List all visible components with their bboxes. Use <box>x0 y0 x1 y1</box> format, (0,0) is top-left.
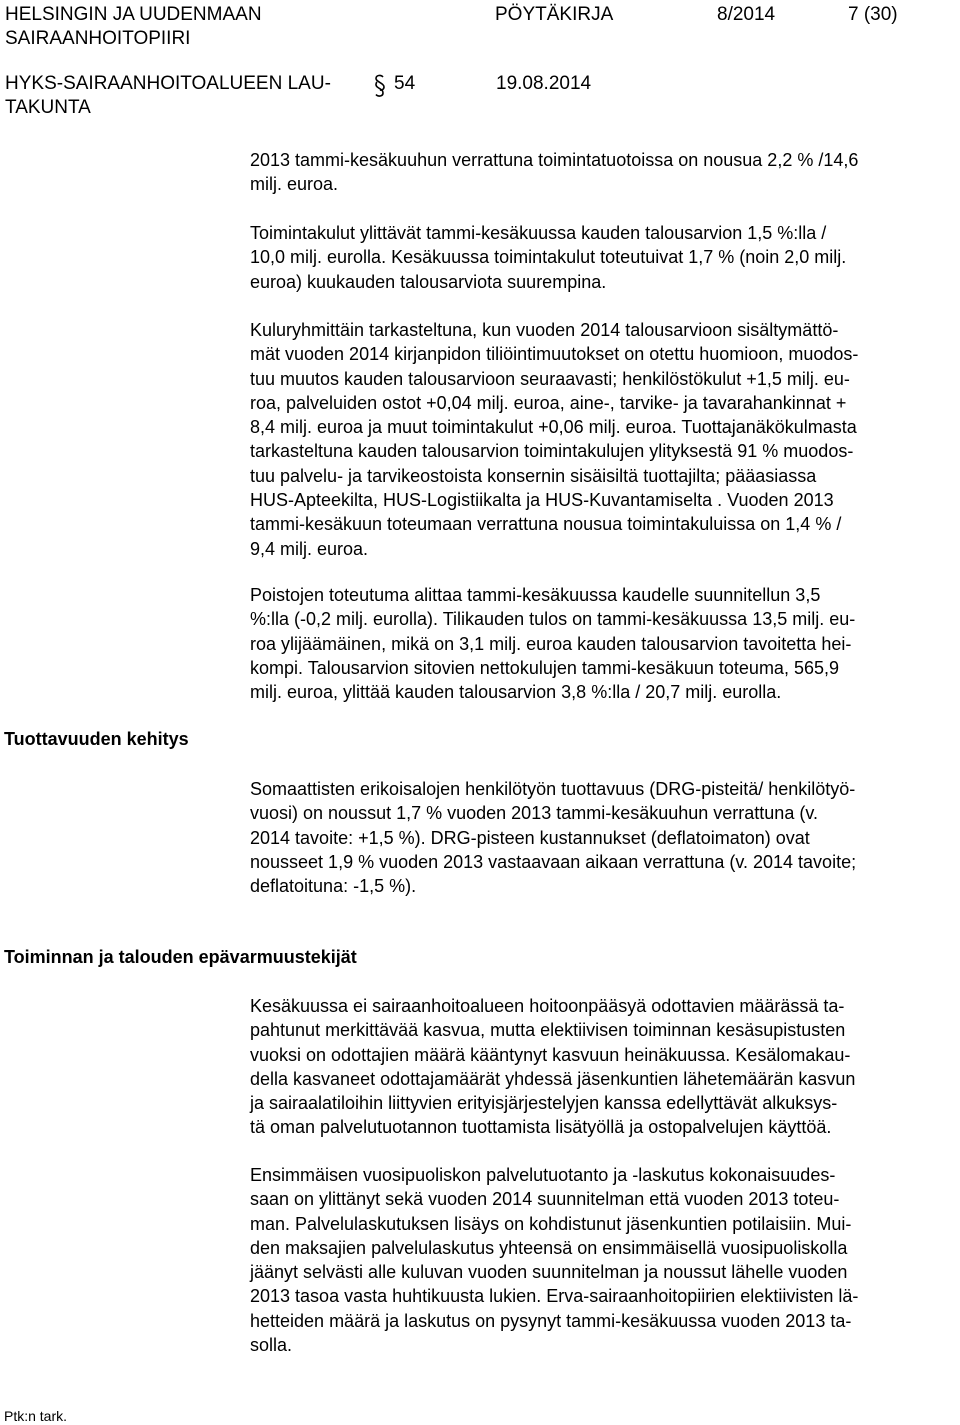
board-name-line2: TAKUNTA <box>5 97 91 118</box>
paragraph-productivity: Somaattisten erikoisalojen henkilötyön tuottavuus (DRG-pisteitä/ henkilötyö- vuosi) on noussut 1,7 % vuoden 2013 tammi-kesäkuuhun verrattuna (v. 2014 tavoite: +1,5 %). DRG-pisteen kustannukset (deflatoimaton) ovat nousseet 1,9 % vuoden 2013 vastaavaan aikaan verrattuna (v. 2014 tavoite; deflatoituna: -1,5 %). <box>250 779 857 897</box>
paragraph-cost-groups: Kuluryhmittäin tarkasteltuna, kun vuoden 2014 talousarvioon sisältymättö- mät vuoden 2014 kirjanpidon tiliöintimuutokset on otettu huomioon, muodos- tuu muutos kauden talousarvioon seuraavasti; henkilöstökulut +1,5 milj. eu- roa, palveluiden ostot +0,04 milj. euroa, aine-, tarvike- ja tavarahankinnat + 8,4 milj. euroa ja muut toimintakulut +0,06 milj. euroa. Tuottajanäkökulmasta tarkasteltuna kauden talousarvion toimintakulujen ylityksestä 91 % muodos- tuu palvelu- ja tarvikeostoista konsernin sisäisiltä tuottajilta; pääasiassa HUS-Apteekilta, HUS-Logistiikalta ja HUS-Kuvantamiselta . Vuoden 2013 tammi-kesäkuun toteumaan verrattuna nousua toimintakuluissa on 1,4 % / 9,4 milj. euroa. <box>250 320 859 559</box>
page-number: 7 (30) <box>848 4 898 25</box>
footer-initials-label: Ptk:n tark. <box>4 1408 68 1424</box>
paragraph-service-billing: Ensimmäisen vuosipuoliskon palvelutuotanto ja -laskutus kokonaisuudes- saan on ylittänyt sekä vuoden 2014 suunnitelman että vuoden 2013 toteu- man. Palvelulaskutuksen lisäys on kohdistunut jäsenkuntien potilaisiin. Mui- den maksajien palvelulaskutus yhteensä on ensimmäisellä vuosipuoliskolla jäänyt selvästi alle kuluvan vuoden suunnitelman ja noussut lähelle vuoden 2013 tasoa vasta huhtikuusta lukien. Erva-sairaanhoitopiirien elektiivisten lä- hetteiden määrä ja laskutus on pysynyt tammi-kesäkuussa vuoden 2013 ta- solla. <box>250 1165 859 1356</box>
board-name-line1: HYKS-SAIRAANHOITOALUEEN LAU- <box>5 73 331 94</box>
section-heading-uncertainty: Toiminnan ja talouden epävarmuustekijät <box>4 947 357 967</box>
paragraph-depreciation-result: Poistojen toteutuma alittaa tammi-kesäkuussa kaudelle suunnitellun 3,5 %:lla (-0,2 milj. eurolla). Tilikauden tulos on tammi-kesäkuussa 13,5 milj. eu- roa ylijäämäinen, mikä on 3,1 milj. euroa kauden talousarvion tavoitetta hei- kompi. Talousarvion sitovien nettokulujen tammi-kesäkuun toteuma, 565,9 milj. euroa, ylittää kauden talousarvion 3,8 %:lla / 20,7 milj. eurolla. <box>250 585 856 703</box>
organization-name-line2: SAIRAANHOITOPIIRI <box>5 28 191 49</box>
paragraph-revenue: 2013 tammi-kesäkuuhun verrattuna toimintatuotoissa on nousua 2,2 % /14,6 milj. euroa. <box>250 150 859 195</box>
document-number: 8/2014 <box>717 4 776 25</box>
section-heading-productivity: Tuottavuuden kehitys <box>4 729 189 749</box>
paragraph-operating-costs: Toimintakulut ylittävät tammi-kesäkuussa kauden talousarvion 1,5 %:lla / 10,0 milj. eurolla. Kesäkuussa toimintakulut toteutuivat 1,7 % (noin 2,0 milj. euroa) kuukauden talousarviota suurempina. <box>250 223 847 292</box>
document-type: PÖYTÄKIRJA <box>495 4 614 25</box>
meeting-date: 19.08.2014 <box>496 73 592 94</box>
section-sign-icon <box>373 74 387 98</box>
organization-name-line1: HELSINGIN JA UUDENMAAN <box>5 4 262 25</box>
paragraph-waiting-lists: Kesäkuussa ei sairaanhoitoalueen hoitoonpääsyä odottavien määrässä ta- pahtunut merkittävää kasvua, mutta elektiivisen toiminnan kesäsupistusten vuoksi on odottajien määrä kääntynyt kasvuun heinäkuussa. Kesälomakau- della kasvaneet odottajamäärät yhdessä jäsenkuntien lähetemäärän kasvun ja sairaalatiloihin liittyvien erityisjärjestelyjen kanssa edellyttävät alkuksys- tä oman palvelutuotannon tuottamista lisätyöllä ja ostopalvelujen käyttöä. <box>250 996 856 1138</box>
section-number: 54 <box>394 73 416 94</box>
